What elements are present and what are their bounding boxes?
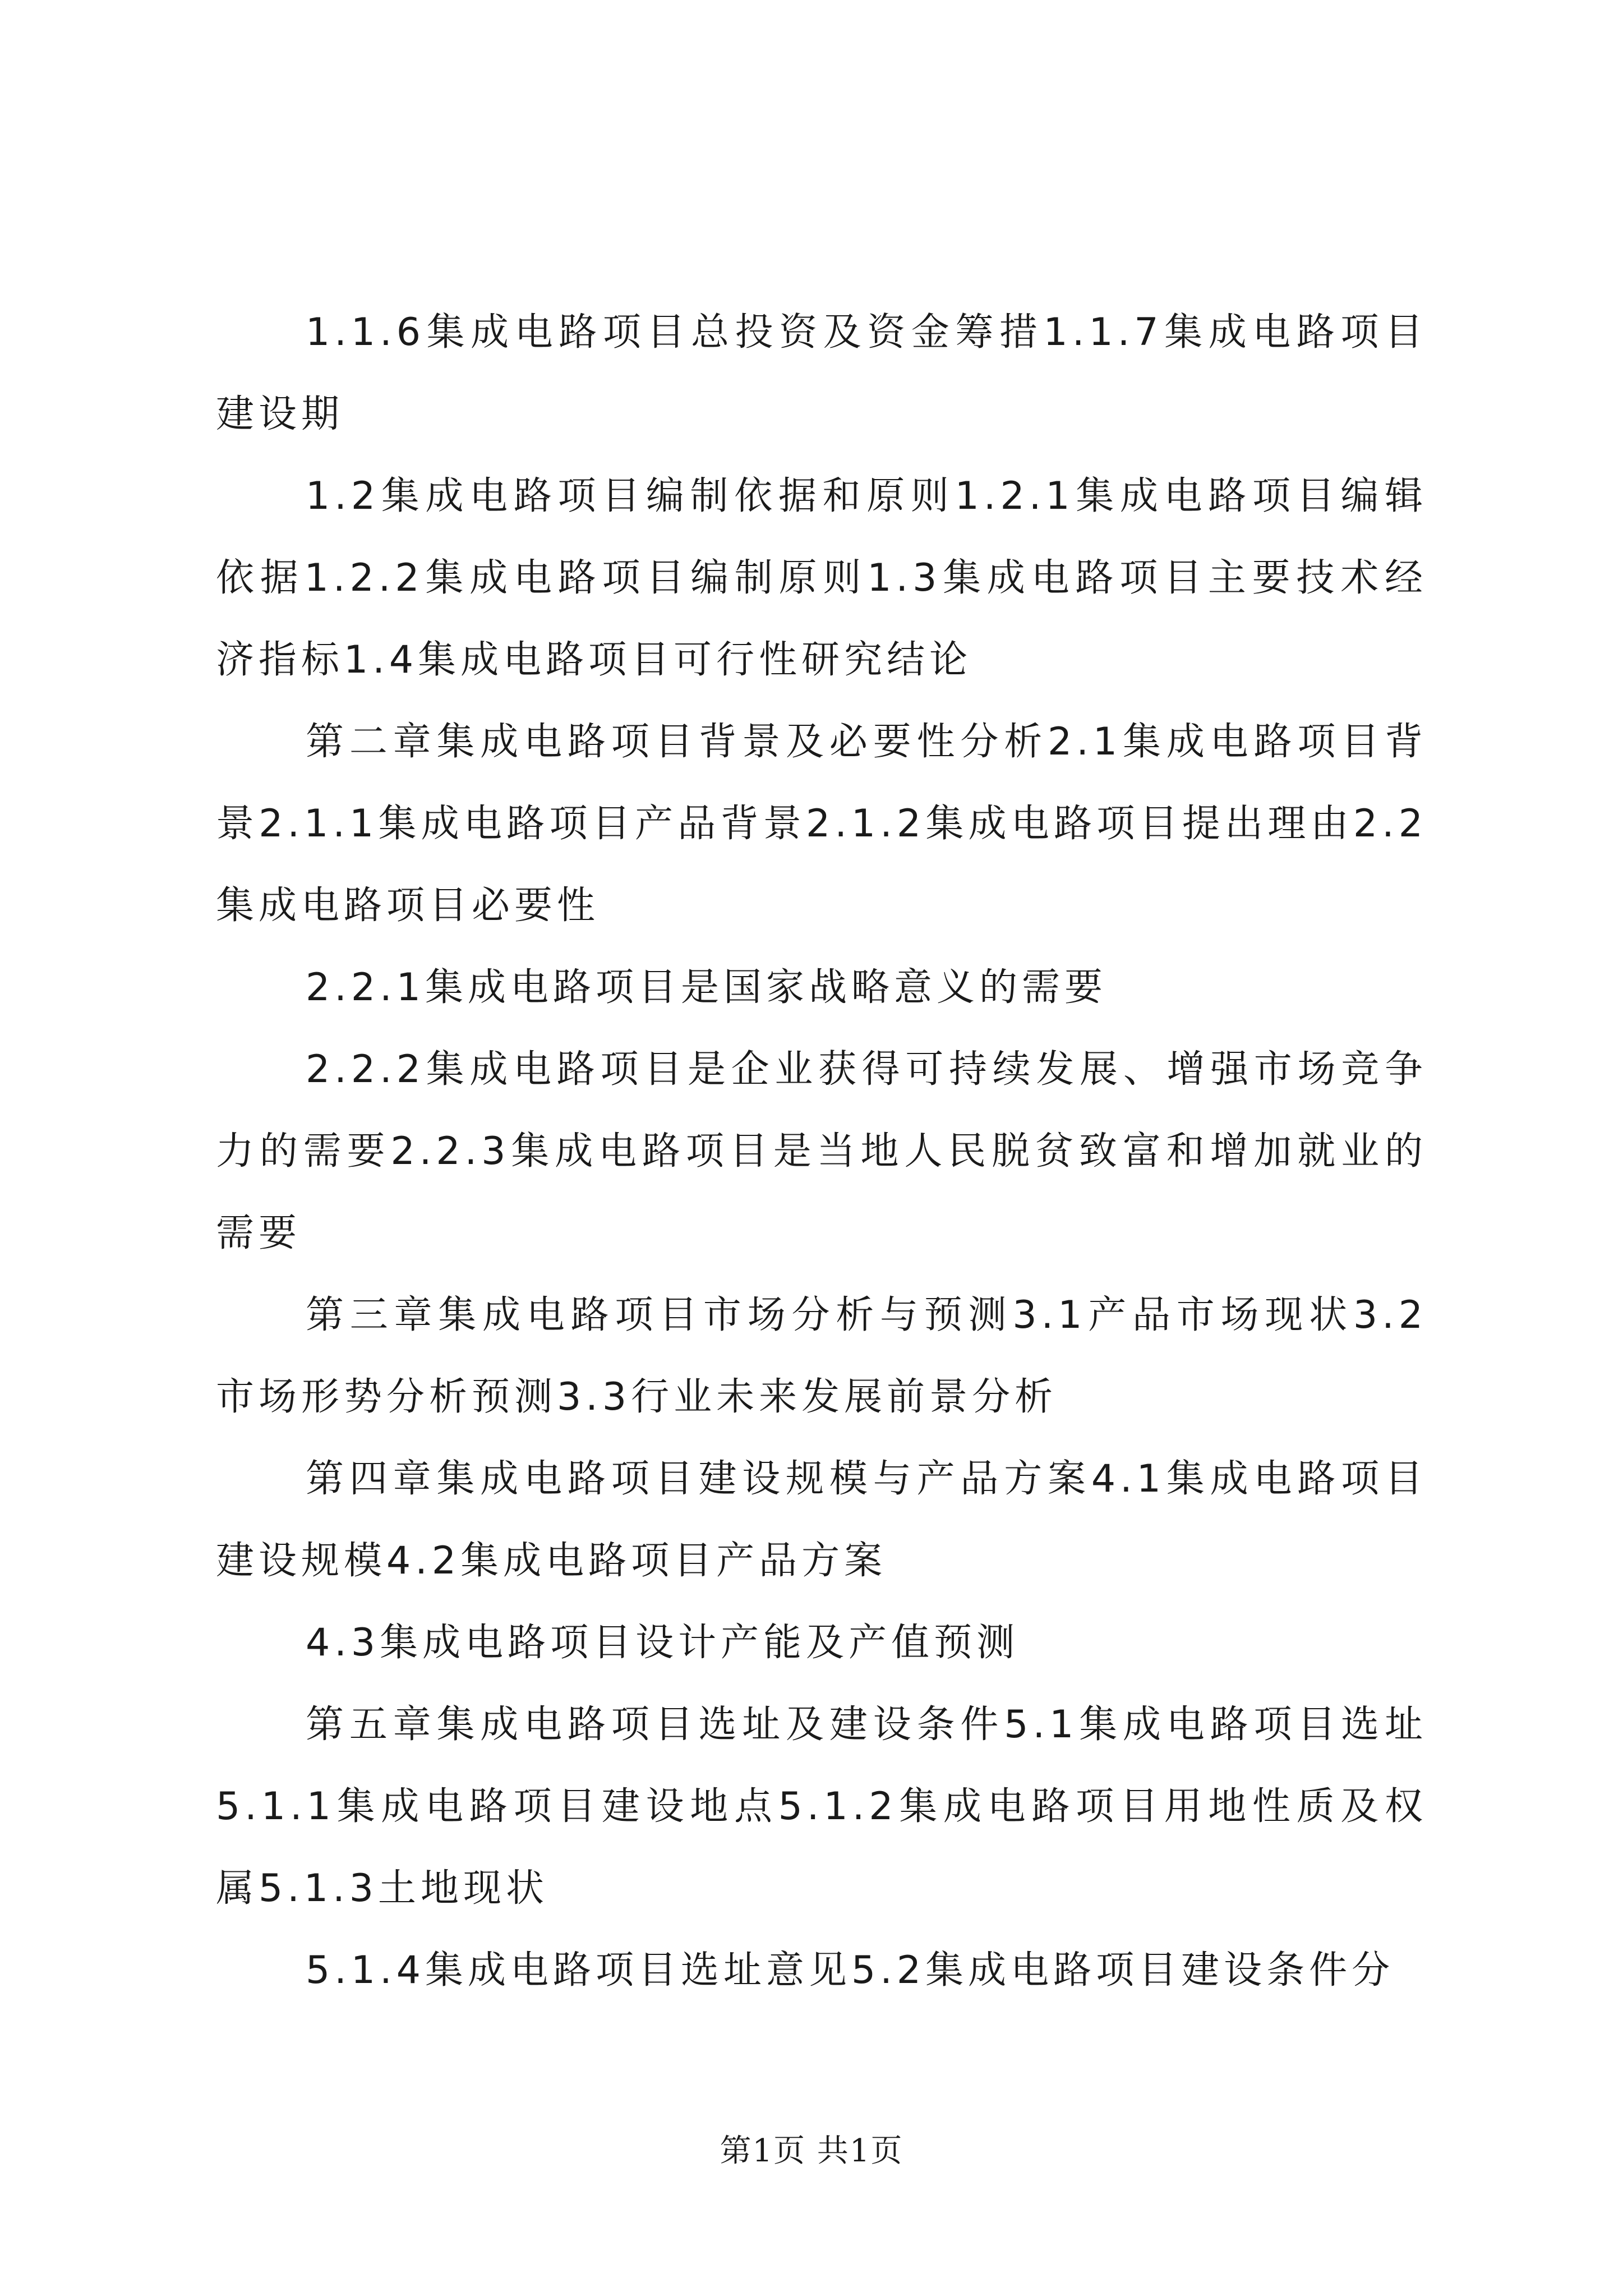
paragraph: 2.2.1集成电路项目是国家战略意义的需要 (306, 965, 1108, 1010)
paragraph: 4.3集成电路项目设计产能及产值预测 (306, 1621, 1020, 1665)
document-body (216, 292, 1427, 2012)
paragraph: 第二章集成电路项目背景及必要性分析2.1集成电路项目背景2.1.1集成电路项目产品背景2.1.2集成电路项目提出理由2.2集成电路项目必要性 (216, 720, 1427, 928)
paragraph: 第四章集成电路项目建设规模与产品方案4.1集成电路项目建设规模4.2集成电路项目产品方案 (216, 1457, 1427, 1583)
paragraph: 2.2.2集成电路项目是企业获得可持续发展、增强市场竞争力的需要2.2.3集成电路项目是当地人民脱贫致富和增加就业的需要 (216, 1047, 1427, 1255)
paragraph: 1.1.6集成电路项目总投资及资金筹措1.1.7集成电路项目建设期 (216, 310, 1427, 436)
paragraph: 1.2集成电路项目编制依据和原则1.2.1集成电路项目编辑依据1.2.2集成电路项目编制原则1.3集成电路项目主要技术经济指标1.4集成电路项目可行性研究结论 (216, 474, 1427, 682)
paragraph: 5.1.4集成电路项目选址意见5.2集成电路项目建设条件分 (306, 1948, 1395, 1993)
paragraph: 第三章集成电路项目市场分析与预测3.1产品市场现状3.2市场形势分析预测3.3行业未来发展前景分析 (216, 1293, 1427, 1419)
paragraph: 第五章集成电路项目选址及建设条件5.1集成电路项目选址5.1.1集成电路项目建设地点5.1.2集成电路项目用地性质及权属5.1.3土地现状 (216, 1703, 1427, 1911)
page-footer: 第1页 共1页 (720, 2133, 903, 2169)
